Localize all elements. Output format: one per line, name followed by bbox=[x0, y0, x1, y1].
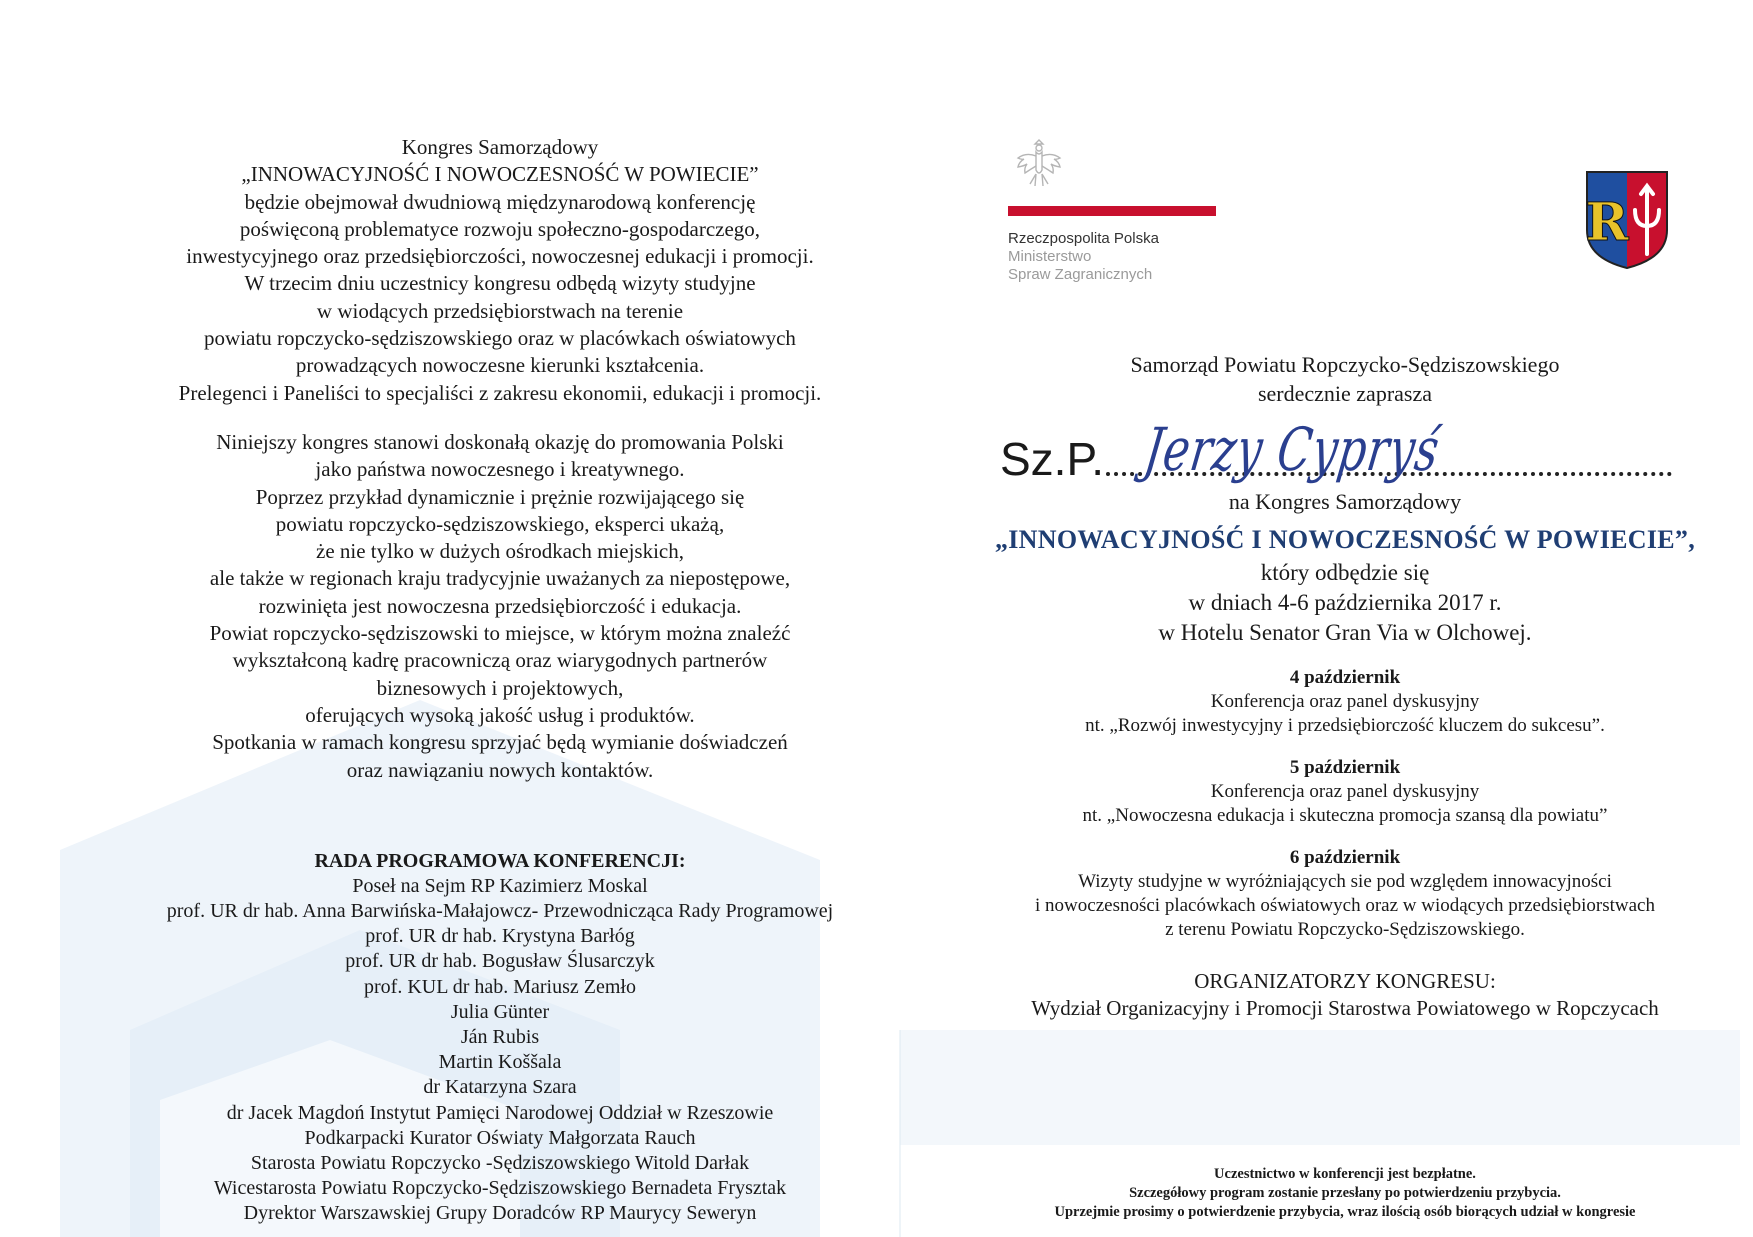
council-member: prof. UR dr hab. Anna Barwińska-Małajowcz- Przewodnicząca Rady Programowej bbox=[166, 900, 834, 923]
text-line: powiatu ropczycko-sędziszowskiego, eksperci ukażą, bbox=[275, 511, 725, 536]
program-day-line: i nowoczesności placówkach oświatowych oraz w wiodących przedsiębiorstwach bbox=[1035, 895, 1655, 916]
text-line: oferujących wysoką jakość usług i produktów. bbox=[305, 702, 695, 727]
text-line: Kongres Samorządowy bbox=[401, 135, 599, 159]
note-line: Uczestnictwo w konferencji jest bezpłatne. bbox=[1214, 1166, 1476, 1182]
text-line: w wiodących przedsiębiorstwach na terenie bbox=[316, 298, 684, 323]
text-line: że nie tylko w dużych ośrodkach miejskich, bbox=[316, 539, 684, 564]
mfa-red-bar bbox=[1008, 206, 1216, 216]
event-title: „INNOWACYJNOŚĆ I NOWOCZESNOŚĆ W POWIECIE”, bbox=[994, 525, 1696, 554]
council-member: prof. UR dr hab. Krystyna Barłóg bbox=[365, 925, 635, 948]
polish-eagle-icon bbox=[1012, 136, 1066, 192]
council-member: Podkarpacki Kurator Oświaty Małgorzata Rauch bbox=[304, 1126, 696, 1149]
invites-line: serdecznie zaprasza bbox=[1257, 381, 1433, 406]
text-line: oraz nawiązaniu nowych kontaktów. bbox=[346, 757, 654, 782]
invitation-column bbox=[960, 350, 1730, 1022]
event-venue: w Hotelu Senator Gran Via w Olchowej. bbox=[1158, 620, 1532, 645]
council-member: Poseł na Sejm RP Kazimierz Moskal bbox=[352, 874, 648, 897]
council-member: Martin Koššala bbox=[438, 1051, 562, 1074]
council-member: Wicestarosta Powiatu Ropczycko-Sędziszowskiego Bernadeta Frysztak bbox=[213, 1177, 787, 1200]
program-day-date: 5 październik bbox=[1289, 757, 1401, 778]
council-member: Starosta Powiatu Ropczycko -Sędziszowskiego Witold Darłak bbox=[250, 1152, 750, 1175]
program-day-date: 6 październik bbox=[1289, 847, 1401, 868]
mfa-logo bbox=[1008, 136, 1238, 284]
svg-text:R: R bbox=[1585, 192, 1629, 253]
council-member: Julia Günter bbox=[450, 1000, 550, 1023]
text-line: Niniejszy kongres stanowi doskonałą okazję do promowania Polski bbox=[216, 429, 784, 454]
organizers-heading: ORGANIZATORZY KONGRESU: bbox=[1194, 969, 1496, 993]
text-line: W trzecim dniu uczestnicy kongresu odbędą wizyty studyjne bbox=[244, 271, 756, 296]
event-dates: w dniach 4-6 października 2017 r. bbox=[1188, 590, 1502, 615]
organizers-name: Wydział Organizacyjny i Promocji Starostwa Powiatowego w Ropczycach bbox=[1031, 996, 1659, 1020]
to-congress-line: na Kongres Samorządowy bbox=[1228, 489, 1462, 514]
program-day-line: nt. „Rozwój inwestycyjny i przedsiębiorczość kluczem do sukcesu”. bbox=[1085, 715, 1605, 736]
council-member: Ján Rubis bbox=[460, 1026, 540, 1049]
addressee-row bbox=[960, 416, 1730, 492]
council-member: Dyrektor Warszawskiej Grupy Doradców RP Maurycy Seweryn bbox=[243, 1202, 757, 1225]
program-day bbox=[960, 666, 1730, 738]
program-day-line: Konferencja oraz panel dyskusyjny bbox=[1210, 691, 1480, 712]
mfa-logo-line1: Rzeczpospolita Polska bbox=[1008, 230, 1159, 247]
program-day-line: Wizyty studyjne w wyróżniających sie pod względem innowacyjności bbox=[1078, 871, 1612, 892]
council-member: dr Jacek Magdoń Instytut Pamięci Narodowej Oddział w Rzeszowie bbox=[226, 1101, 774, 1124]
program-day-line: z terenu Powiatu Ropczycko-Sędziszowskiego. bbox=[1165, 919, 1525, 940]
salutation: Sz.P. bbox=[1000, 433, 1104, 485]
text-line: Spotkania w ramach kongresu sprzyjać będą wymianie doświadczeń bbox=[212, 730, 788, 755]
text-line: „INNOWACYJNOŚĆ I NOWOCZESNOŚĆ W POWIECIE” bbox=[241, 162, 759, 187]
text-line: biznesowych i projektowych, bbox=[376, 675, 624, 700]
text-line: powiatu ropczycko-sędziszowskiego oraz w placówkach oświatowych bbox=[204, 326, 796, 351]
county-crest-icon bbox=[1585, 170, 1669, 270]
text-line: prowadzących nowoczesne kierunki kształcenia. bbox=[295, 353, 705, 378]
program-day-line: nt. „Nowoczesna edukacja i skuteczna promocja szansą dla powiatu” bbox=[1082, 805, 1608, 826]
program-day-line: Konferencja oraz panel dyskusyjny bbox=[1210, 781, 1480, 802]
text-line: inwestycyjnego oraz przedsiębiorczości, nowoczesnej edukacji i promocji. bbox=[186, 244, 814, 269]
text-line: jako państwa nowoczesnego i kreatywnego. bbox=[315, 457, 685, 482]
intro-paragraph bbox=[105, 134, 895, 407]
promo-paragraph bbox=[105, 429, 895, 784]
handwritten-guest-name: Jerzy Cypryś bbox=[1140, 416, 1444, 485]
mfa-logo-line3: Spraw Zagranicznych bbox=[1008, 266, 1153, 283]
note-line: Szczegółowy program zostanie przesłany po potwierdzeniu przybycia. bbox=[1129, 1185, 1561, 1201]
event-detail: który odbędzie się bbox=[1260, 560, 1430, 585]
inviter-name: Samorząd Powiatu Ropczycko-Sędziszowskiego bbox=[1130, 352, 1560, 377]
program-day bbox=[960, 756, 1730, 828]
text-line: będzie obejmował dwudniową międzynarodową konferencję bbox=[244, 189, 756, 214]
council-member: dr Katarzyna Szara bbox=[423, 1076, 577, 1099]
text-line: Poprzez przykład dynamicznie i prężnie rozwijającego się bbox=[255, 484, 745, 509]
left-column bbox=[105, 134, 895, 1227]
program-council-heading: RADA PROGRAMOWA KONFERENCJI: bbox=[314, 849, 686, 872]
note-line: Uprzejmie prosimy o potwierdzenie przybycia, wraz ilością osób biorących udział w kongresie bbox=[1054, 1204, 1636, 1220]
council-member: prof. KUL dr hab. Mariusz Zemło bbox=[364, 975, 636, 998]
mfa-logo-line2: Ministerstwo bbox=[1008, 248, 1092, 265]
program-day bbox=[960, 846, 1730, 942]
text-line: rozwinięta jest nowoczesna przedsiębiorczość i edukacja. bbox=[258, 593, 742, 618]
text-line: Powiat ropczycko-sędziszowski to miejsce, w którym można znaleźć bbox=[209, 621, 791, 646]
program-day-date: 4 październik bbox=[1289, 667, 1401, 688]
text-line: ale także w regionach kraju tradycyjnie uważanych za niepostępowe, bbox=[209, 566, 791, 591]
council-member: prof. UR dr hab. Bogusław Ślusarczyk bbox=[345, 950, 655, 973]
text-line: poświęconą problematyce rozwoju społeczno-gospodarczego, bbox=[239, 216, 761, 241]
participation-notes bbox=[960, 1165, 1730, 1222]
program-council-list bbox=[105, 874, 895, 1227]
text-line: Prelegenci i Paneliści to specjaliści z zakresu ekonomii, edukacji i promocji. bbox=[178, 380, 822, 405]
text-line: wykształconą kadrę pracowniczą oraz wiarygodnych partnerów bbox=[232, 648, 768, 673]
